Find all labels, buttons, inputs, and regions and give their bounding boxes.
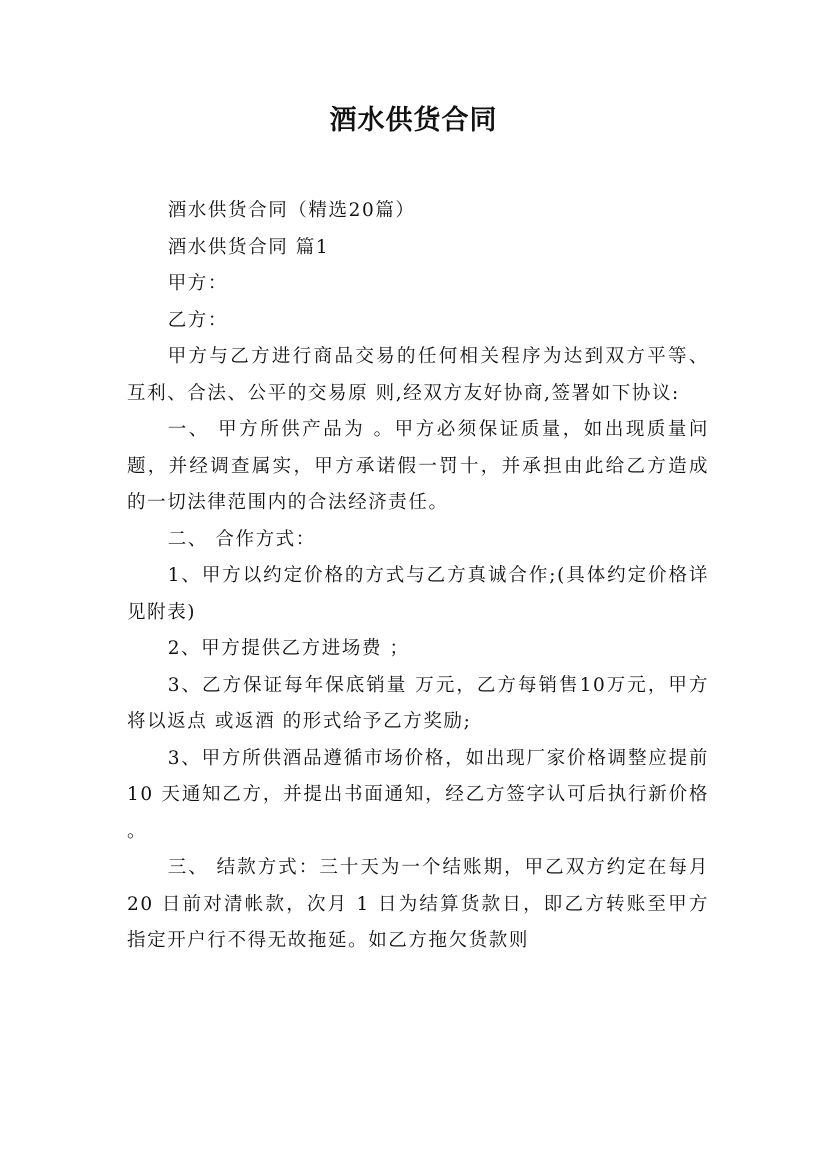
paragraph-clause-2-item-2: 2、甲方提供乙方进场费 ； — [167, 638, 410, 659]
paragraph-section-heading: 酒水供货合同 篇1 — [167, 236, 330, 258]
paragraph-clause-2-item-3a: 3、乙方保证每年保底销量 万元，乙方每销售10万元，甲方将以返点 或返酒 的形式给予乙方奖励; — [127, 674, 709, 732]
paragraph-clause-2-item-3b: 3、甲方所供酒品遵循市场价格，如出现厂家价格调整应提前10 天通知乙方，并提出书面通知，经乙方签字认可后执行新价格 。 — [127, 747, 709, 842]
paragraph-clause-2: 二、 合作方式： — [167, 528, 316, 550]
document-body — [127, 193, 709, 960]
paragraph-clause-1: 一、 甲方所供产品为 。甲方必须保证质量，如出现质量问题，并经调查属实，甲方承诺假一罚十，并承担由此给乙方造成的一切法律范围内的合法经济责任。 — [127, 419, 709, 513]
document-title: 酒水供货合同 — [329, 105, 498, 136]
paragraph-preamble: 甲方与乙方进行商品交易的任何相关程序为达到双方平等、互利、合法、公平的交易原 则,经双方友好协商,签署如下协议: — [127, 346, 709, 404]
paragraph-party-a: 甲方： — [167, 273, 228, 294]
paragraph-party-b: 乙方： — [167, 309, 228, 331]
paragraph-subtitle: 酒水供货合同（精选20篇） — [167, 200, 416, 221]
paragraph-clause-3: 三、 结款方式：三十天为一个结账期，甲乙双方约定在每月 20 日前对清帐款，次月 1 日为结算货款日，即乙方转账至甲方指定开户行不得无故拖延。如乙方拖欠货款则 — [127, 857, 709, 951]
paragraph-clause-2-item-1: 1、甲方以约定价格的方式与乙方真诚合作;(具体约定价格详见附表) — [127, 565, 709, 623]
